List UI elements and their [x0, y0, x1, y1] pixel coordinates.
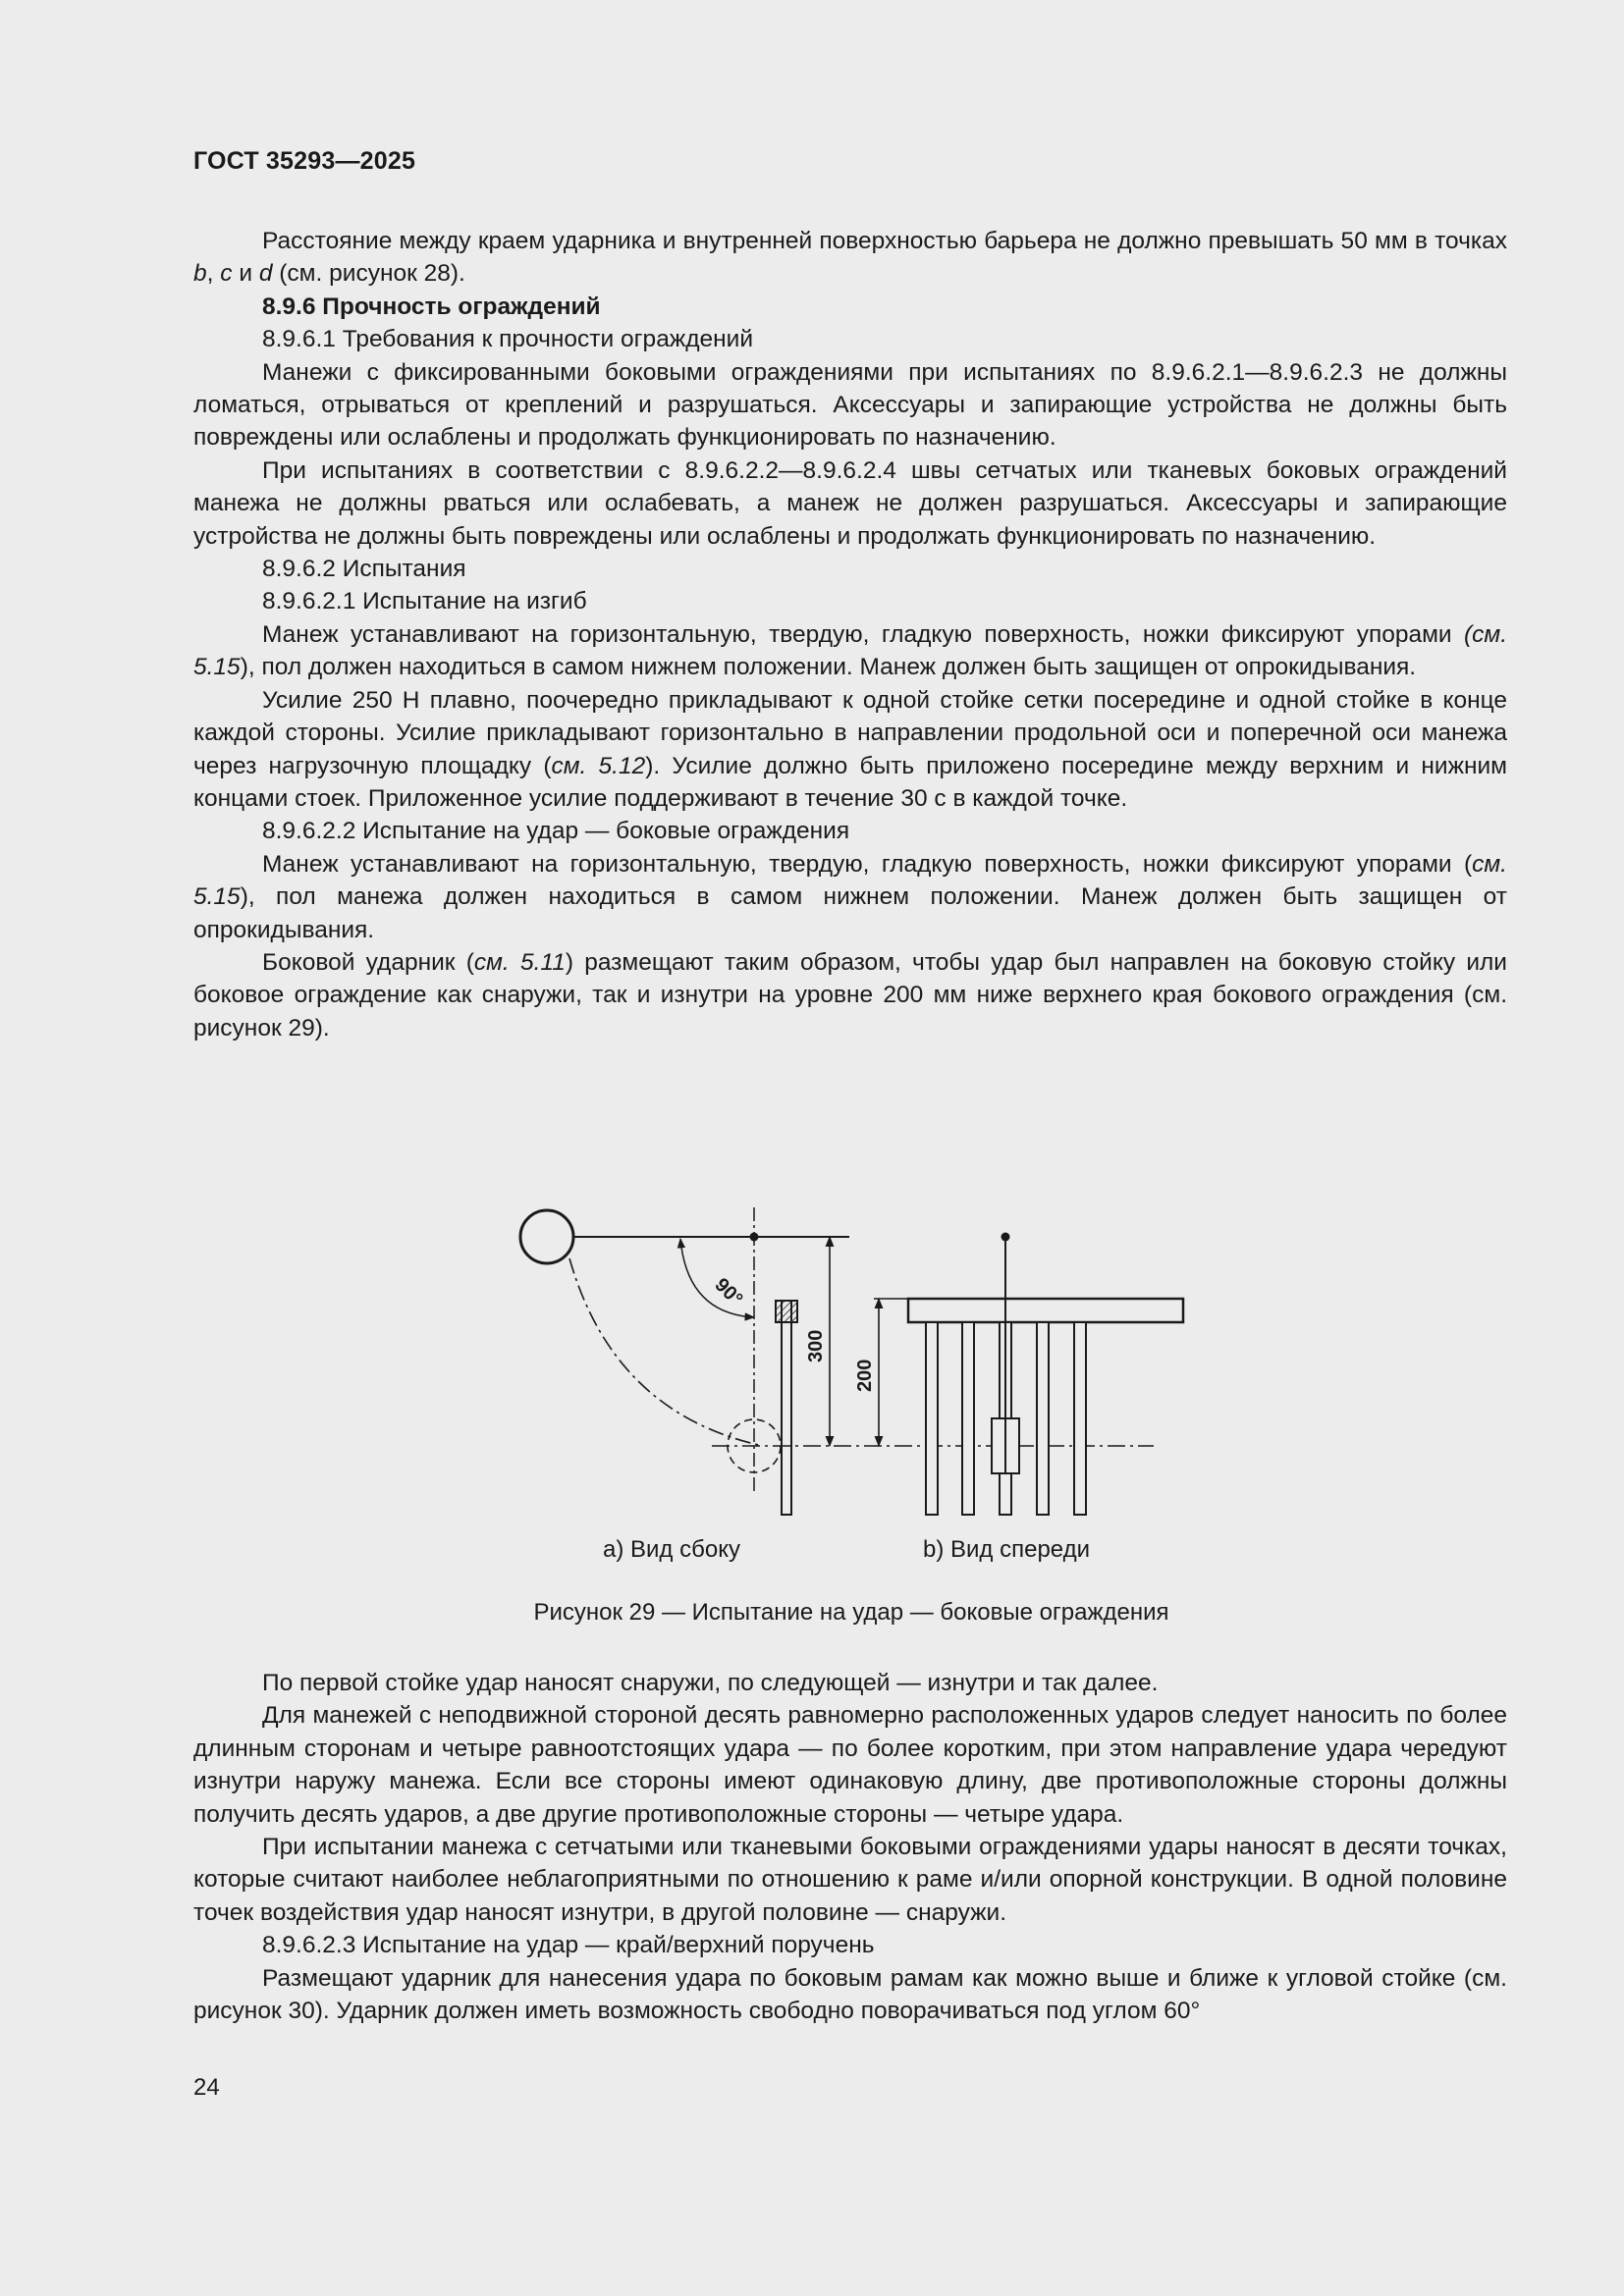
text-run: Для манежей с неподвижной стороной десять равномерно расположенных ударов следует наносить по более длинным сторонам и четыре равноотстоящих удара — по более коротким, при этом направление удара чередуют изнутри наружу манежа. Если все стороны имеют одинаковую длину, две противоположные стороны должны получить десять ударов, а две другие противоположные стороны — четыре удара.: [193, 1702, 1507, 1828]
text-run: 8.9.6.2.3 Испытание на удар — край/верхний поручень: [262, 1932, 875, 1959]
text-run: Манеж устанавливают на горизонтальную, твердую, гладкую поверхность, ножки фиксируют упорами: [262, 620, 1464, 648]
text-run: Боковой ударник (: [262, 948, 474, 976]
angle-label: 90°: [710, 1273, 747, 1310]
paragraph: [193, 1929, 1507, 1961]
paragraph: [193, 1831, 1507, 1929]
figure-title: Рисунок 29 — Испытание на удар — боковые ограждения: [533, 1599, 1169, 1626]
text-run: 8.9.6.2 Испытания: [262, 556, 466, 583]
italic-run: см. 5.12: [551, 752, 646, 779]
paragraph: [193, 1667, 1507, 1699]
text-run: ) размещают таким образом, чтобы удар был направлен на боковую стойку или боковое ограждение как снаружи, так и изнутри на уровне 200 мм ниже верхнего края бокового ограждения (см. рисунок 29).: [193, 948, 1507, 1041]
body-text-top: [193, 225, 1507, 1044]
text-run: 8.9.6.2.2 Испытание на удар — боковые ограждения: [262, 818, 850, 845]
text-run: Манеж устанавливают на горизонтальную, твердую, гладкую поверхность, ножки фиксируют упорами (: [262, 850, 1473, 878]
paragraph: [193, 1962, 1507, 2028]
impact-test-diagram: [506, 1198, 1173, 1531]
text-run: Манежи с фиксированными боковыми ограждениями при испытаниях по 8.9.6.2.1—8.9.6.2.3 не должны ломаться, отрываться от креплений и разрушаться. Аксессуары и запирающие устройства не должны быть повреждены или ослаблены и продолжать функционировать по назначению.: [193, 358, 1507, 452]
italic-run: (см. 5.15: [193, 620, 1507, 681]
text-run: ), пол манежа должен находиться в самом нижнем положении. Манеж должен быть защищен от опрокидывания.: [193, 883, 1507, 943]
paragraph: [193, 684, 1507, 816]
italic-run: c: [220, 260, 233, 288]
paragraph: [193, 553, 1507, 585]
italic-run: см. 5.11: [473, 948, 566, 976]
italic-run: b: [193, 260, 207, 288]
dimension-200: 200: [854, 1359, 876, 1392]
caption-front-view: b) Вид спереди: [923, 1536, 1091, 1563]
impactor-start-circle: [520, 1210, 573, 1263]
text-run: 8.9.6 Прочность ограждений: [262, 293, 601, 320]
text-run: ), пол должен находиться в самом нижнем положении. Манеж должен быть защищен от опрокидывания.: [240, 654, 1417, 681]
text-run: 8.9.6.2.1 Испытание на изгиб: [262, 588, 587, 615]
text-run: (см. рисунок 28).: [272, 260, 465, 288]
text-run: Расстояние между краем ударника и внутренней поверхностью барьера не должно превышать 50 мм в точках: [262, 228, 1507, 254]
side-view: [520, 1207, 1154, 1515]
text-run: ). Усилие должно быть приложено посередине между верхним и нижним концами стоек. Приложенное усилие поддерживают в течение 30 с в каждой точке.: [193, 752, 1508, 812]
text-run: По первой стойке удар наносят снаружи, по следующей — изнутри и так далее.: [262, 1670, 1159, 1696]
paragraph: [193, 585, 1507, 617]
paragraph: [193, 356, 1507, 454]
text-run: Усилие 250 Н плавно, поочередно прикладывают к одной стойке сетки посередине и одной стойке в конце каждой стороны. Усилие прикладывают горизонтально в направлении продольной оси и поперечной оси манежа через нагрузочную площадку (: [193, 686, 1507, 779]
paragraph: [193, 815, 1507, 847]
text-run: и: [232, 260, 259, 288]
paragraph: [193, 848, 1507, 946]
front-view: [874, 1233, 1183, 1516]
dimension-300: 300: [805, 1329, 827, 1362]
paragraph: [193, 225, 1507, 291]
document-header: ГОСТ 35293—2025: [193, 147, 416, 175]
text-run: При испытании манежа с сетчатыми или тканевыми боковыми ограждениями удары наносят в десяти точках, которые считают наиболее неблагоприятными по отношению к раме и/или опорной конструкции. В одной половине точек воздействия удар наносят изнутри, в другой половине — снаружи.: [193, 1834, 1507, 1926]
paragraph: [193, 323, 1507, 355]
text-run: При испытаниях в соответствии с 8.9.6.2.2—8.9.6.2.4 швы сетчатых или тканевых боковых ограждений манежа не должны рваться или ослабевать, а манеж не должен разрушаться. Аксессуары и запирающие устройства не должны быть повреждены или ослаблены и продолжать функционировать по назначению.: [193, 456, 1507, 550]
caption-side-view: а) Вид сбоку: [603, 1536, 740, 1563]
figure-29: [506, 1198, 1173, 1531]
text-run: Размещают ударник для нанесения удара по боковым рамам как можно выше и ближе к угловой стойке (см. рисунок 30). Ударник должен иметь возможность свободно поворачиваться под углом 60°: [193, 1964, 1507, 2025]
italic-run: см. 5.15: [193, 850, 1507, 911]
text-run: 8.9.6.1 Требования к прочности ограждений: [262, 326, 754, 353]
paragraph: [193, 618, 1507, 684]
text-run: ,: [206, 260, 221, 288]
italic-run: d: [258, 260, 273, 288]
paragraph: [193, 291, 1507, 323]
body-text-bottom: [193, 1667, 1507, 2027]
page-number: 24: [193, 2074, 220, 2101]
paragraph: [193, 454, 1507, 553]
paragraph: [193, 946, 1507, 1044]
paragraph: [193, 1699, 1507, 1831]
